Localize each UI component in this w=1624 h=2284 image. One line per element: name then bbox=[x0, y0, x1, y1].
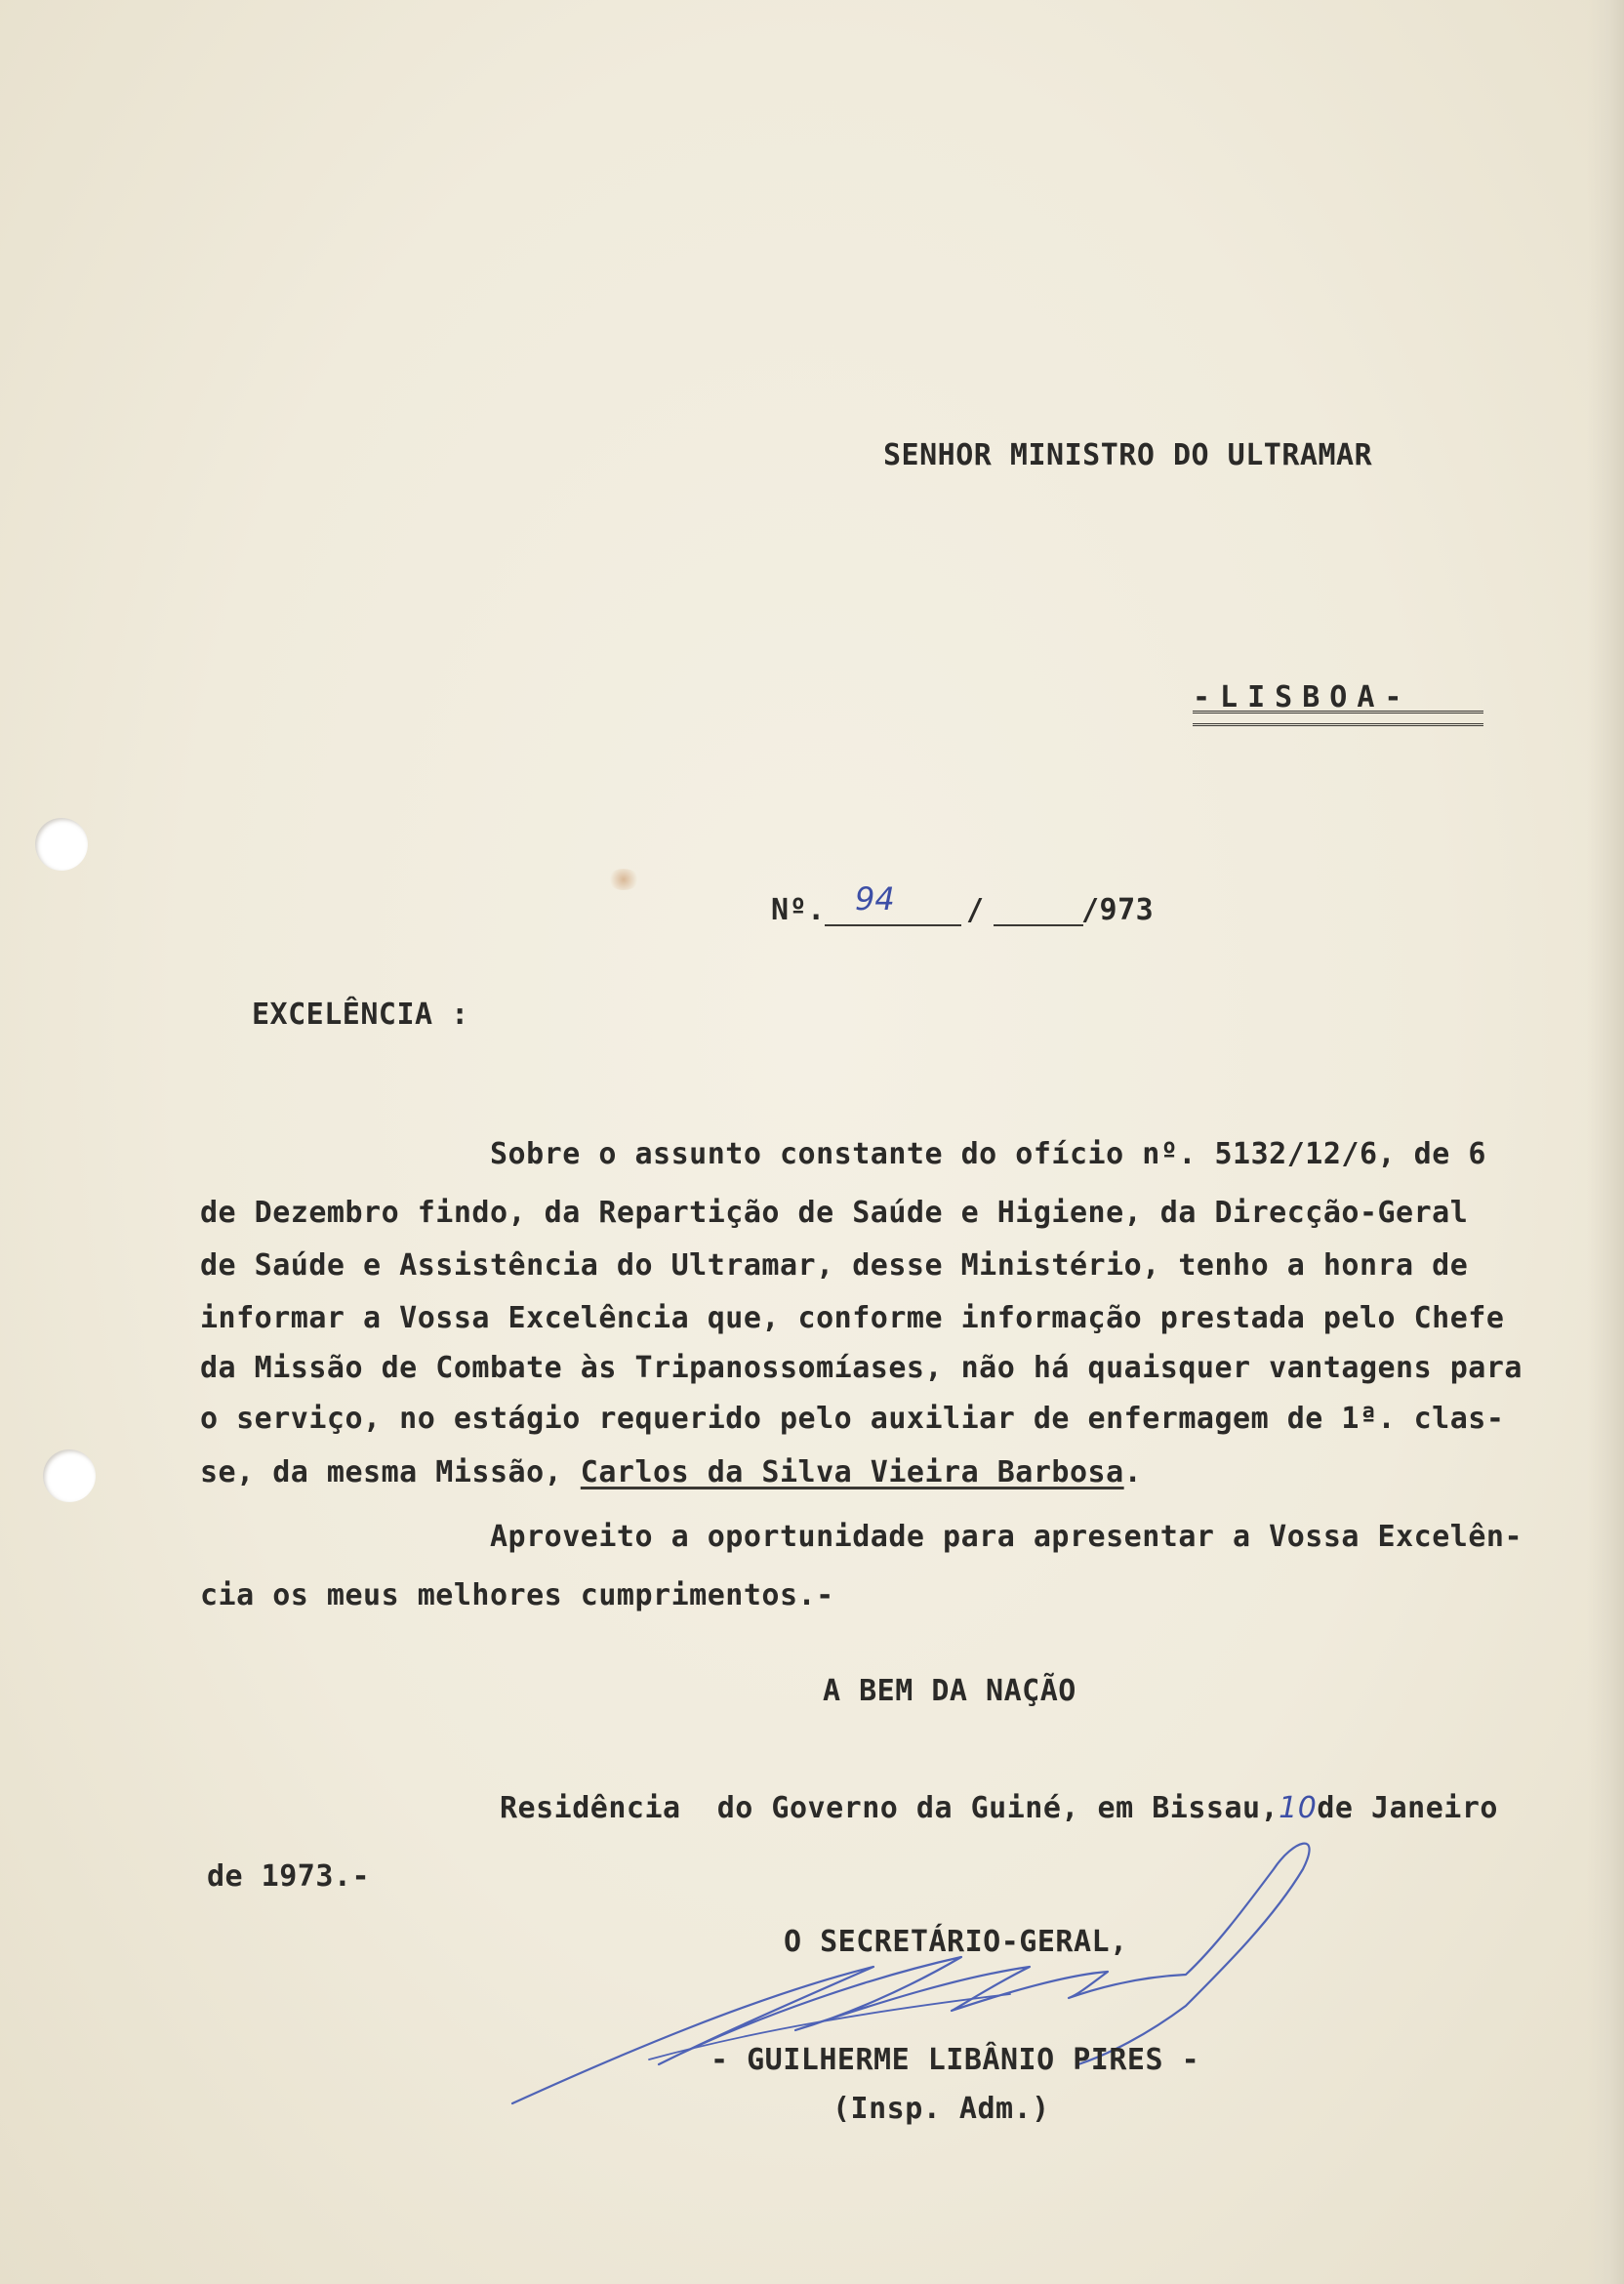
closing-line: Aproveito a oportunidade para apresentar a Vossa Excelên- bbox=[490, 1520, 1523, 1554]
nurse-name: Carlos da Silva Vieira Barbosa bbox=[580, 1455, 1124, 1489]
place-date-year: de 1973.- bbox=[207, 1859, 371, 1894]
body-last-prefix: se, da mesma Missão, bbox=[200, 1455, 581, 1489]
body-line: informar a Vossa Excelência que, conforme informação prestada pelo Chefe bbox=[200, 1301, 1505, 1335]
city-underline bbox=[1193, 711, 1483, 726]
reference-slash: / bbox=[966, 893, 985, 927]
punch-hole-top bbox=[35, 818, 88, 871]
city-heading: -LISBOA- bbox=[1193, 680, 1412, 714]
signatory-role: (Insp. Adm.) bbox=[832, 2092, 1050, 2126]
reference-year: /973 bbox=[1081, 893, 1155, 927]
handwritten-signature bbox=[503, 1830, 1322, 2126]
place-date bbox=[500, 1791, 1498, 1825]
addressee: SENHOR MINISTRO DO ULTRAMAR bbox=[883, 438, 1373, 472]
reference-label: Nº. bbox=[771, 893, 826, 927]
signatory-name: - GUILHERME LIBÂNIO PIRES - bbox=[710, 2043, 1200, 2077]
reference-blank-second bbox=[994, 924, 1083, 926]
body-line: da Missão de Combate às Tripanossomíases, não há quaisquer vantagens para bbox=[200, 1351, 1522, 1385]
motto: A BEM DA NAÇÃO bbox=[823, 1674, 1076, 1708]
paper-edge bbox=[1587, 0, 1624, 2284]
body-line-last bbox=[200, 1455, 1143, 1489]
body-line: Sobre o assunto constante do ofício nº. 5132/12/6, de 6 bbox=[490, 1137, 1486, 1171]
paper-stain bbox=[607, 869, 640, 890]
place-date-prefix: Residência do Governo da Guiné, em Bissau, bbox=[500, 1791, 1279, 1825]
reference-number-handwritten: 94 bbox=[855, 880, 895, 918]
reference-blank-number bbox=[825, 924, 961, 926]
place-date-day-handwritten: 10 bbox=[1279, 1791, 1318, 1825]
salutation: EXCELÊNCIA : bbox=[252, 998, 469, 1032]
signatory-title: O SECRETÁRIO-GERAL, bbox=[784, 1925, 1128, 1959]
body-line: o serviço, no estágio requerido pelo auxiliar de enfermagem de 1ª. clas- bbox=[200, 1402, 1505, 1436]
body-line: de Saúde e Assistência do Ultramar, desse Ministério, tenho a honra de bbox=[200, 1248, 1469, 1283]
punch-hole-bottom bbox=[43, 1449, 96, 1502]
body-line: de Dezembro findo, da Repartição de Saúde e Higiene, da Direcção-Geral bbox=[200, 1196, 1469, 1230]
place-date-suffix: de Janeiro bbox=[1317, 1791, 1498, 1825]
closing-line: cia os meus melhores cumprimentos.- bbox=[200, 1578, 834, 1612]
body-last-suffix: . bbox=[1123, 1455, 1143, 1489]
